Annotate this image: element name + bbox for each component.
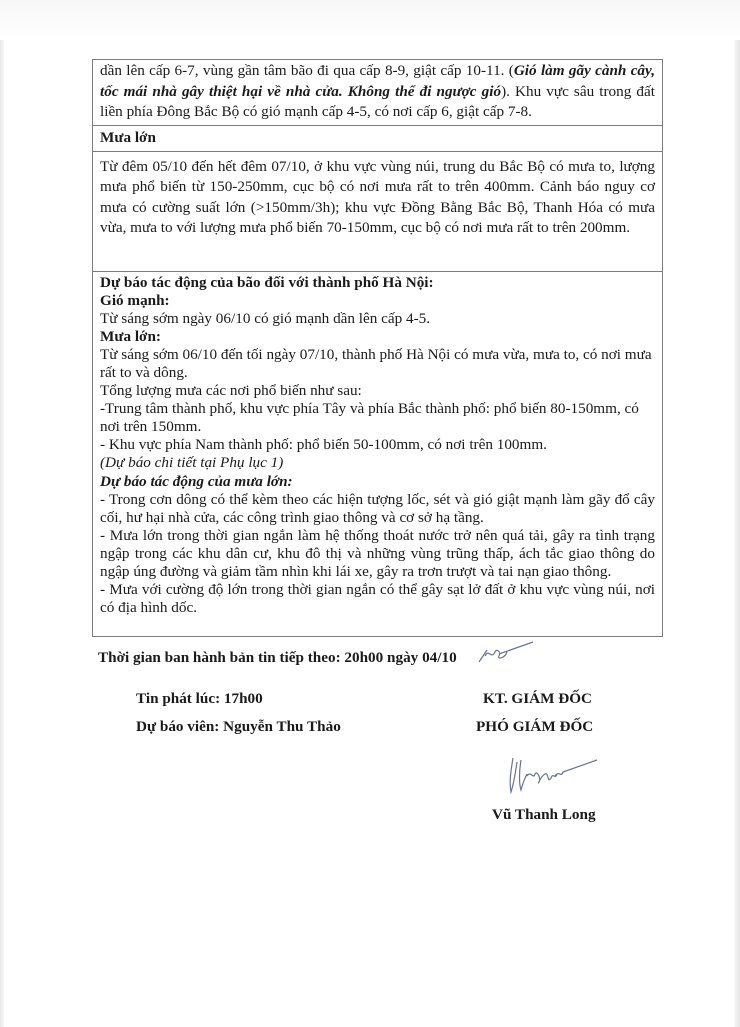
sign-title-position: PHÓ GIÁM ĐỐC [476, 718, 594, 735]
hanoi-total-intro: Tổng lượng mưa các nơi phổ biến như sau: [100, 382, 362, 400]
wind-cell [93, 60, 663, 126]
issued-at: Tin phát lúc: 17h00 [136, 690, 263, 707]
rain-heading: Mưa lớn [93, 125, 663, 151]
director-signature-icon [505, 752, 600, 797]
hanoi-rain-heading: Mưa lớn: [100, 327, 161, 345]
appendix-note: (Dự báo chi tiết tại Phụ lục 1) [100, 454, 284, 472]
hanoi-row [93, 271, 663, 636]
impact-item: - Trong cơn dông có thể kèm theo các hiện tượng lốc, sét và gió giật mạnh làm gãy đổ cây cối, hư hại nhà cửa, các công trình giao thông và cơ sở hạ tầng. [100, 490, 655, 526]
hanoi-wind-text: Từ sáng sớm ngày 06/10 có gió mạnh dần lên cấp 4-5. [100, 309, 431, 327]
forecaster: Dự báo viên: Nguyễn Thu Thảo [136, 718, 341, 735]
rain-body: Từ đêm 05/10 đến hết đêm 07/10, ở khu vực vùng núi, trung du Bắc Bộ có mưa to, lượng mưa phổ biến từ 150-250mm, cục bộ có nơi mưa rất to trên 400mm. Cảnh báo nguy cơ mưa có cường suất lớn (>150mm/3h); khu vực Đồng Bằng Bắc Bộ, Thanh Hóa có mưa vừa, mưa to với lượng mưa phổ biến 70-150mm, cục bộ có nơi mưa rất to trên 200mm. [93, 151, 663, 271]
impact-item: - Mưa với cường độ lớn trong thời gian ngắn có thể gây sạt lở đất ở khu vực vùng núi, nơi có địa hình dốc. [100, 581, 655, 617]
hanoi-heading: Dự báo tác động của bão đối với thành phố Hà Nội: [100, 273, 434, 291]
impact-item: - Mưa lớn trong thời gian ngắn làm hệ thống thoát nước trở nên quá tải, gây ra tình trạng ngập trong các khu dân cư, khu đô thị và những vùng trũng thấp, ách tắc giao thông do ngập úng đường và giảm tầm nhìn khi lái xe, gây ra trơn trượt và tai nạn giao thông. [100, 526, 655, 580]
rain-heading-row [93, 125, 663, 151]
hanoi-total-item: - Khu vực phía Nam thành phố: phổ biến 50-100mm, có nơi trên 100mm. [100, 436, 547, 454]
hanoi-total-item: -Trung tâm thành phố, khu vực phía Tây và phía Bắc thành phố: phổ biến 80-150mm, có nơi trên 150mm. [100, 400, 639, 436]
wind-text-after: ). Khu vực sâu trong đất liền phía Đông Bắc Bộ có gió mạnh cấp 4-5, có nơi cấp 6, giật cấp 7-8. [100, 82, 655, 120]
forecast-table [92, 59, 663, 637]
hanoi-cell [93, 271, 663, 636]
hanoi-wind-heading: Gió mạnh: [100, 291, 170, 309]
wind-row [93, 60, 663, 126]
page-edge-right [734, 0, 740, 1027]
impact-heading: Dự báo tác động của mưa lớn: [100, 472, 293, 490]
sign-title-deputy: KT. GIÁM ĐỐC [483, 690, 592, 707]
rain-body-row [93, 151, 663, 271]
initials-signature-icon [477, 638, 537, 666]
scan-top-shade [0, 0, 740, 40]
signer-name: Vũ Thanh Long [492, 806, 596, 823]
wind-emphasis: Gió làm gãy cành cây, tốc mái nhà gây thiệt hại về nhà cửa. Không thể đi ngược gió [100, 62, 655, 100]
page-edge-left [0, 0, 4, 1027]
hanoi-rain-text: Từ sáng sớm 06/10 đến tối ngày 07/10, thành phố Hà Nội có mưa vừa, mưa to, có nơi mưa rất to và dông. [100, 345, 652, 381]
wind-text-before: dần lên cấp 6-7, vùng gần tâm bão đi qua cấp 8-9, giật cấp 10-11. ( [100, 62, 514, 79]
next-issue-time: Thời gian ban hành bản tin tiếp theo: 20h00 ngày 04/10 [98, 649, 457, 666]
